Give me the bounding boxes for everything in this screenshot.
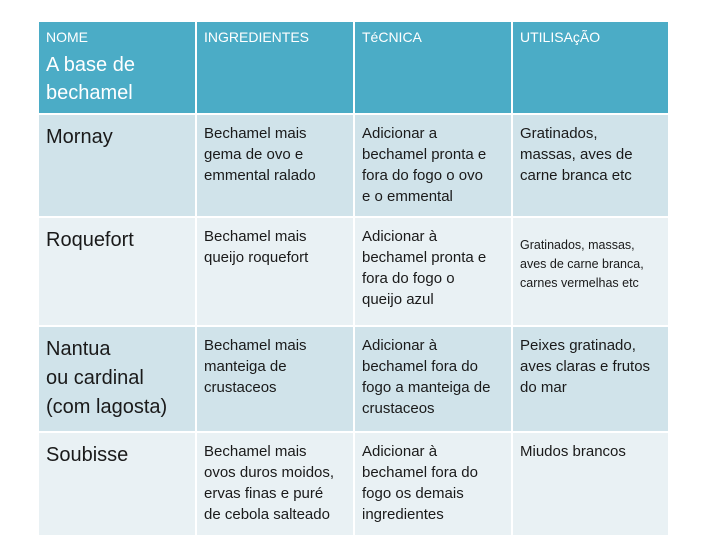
row-name-cell xyxy=(39,327,195,431)
row-name-cell xyxy=(39,433,195,535)
header-cell-tecnica xyxy=(355,22,511,113)
row-utilisacao-cell xyxy=(513,115,668,216)
header-row xyxy=(39,22,668,113)
header-cell-nome xyxy=(39,22,195,113)
row-ingredientes-cell xyxy=(197,433,353,535)
sauce-ingredientes: Bechamel mais manteiga de crustaceos xyxy=(204,337,307,396)
header-utilisacao: UTILISAçÃO xyxy=(520,29,601,45)
row-tecnica-cell xyxy=(355,327,511,431)
sauce-name: Roquefort xyxy=(46,229,134,251)
row-utilisacao-cell xyxy=(513,327,668,431)
sauce-tecnica: Adicionar à bechamel fora do fogo a manteiga de crustaceos xyxy=(362,337,491,417)
row-utilisacao-cell xyxy=(513,433,668,535)
row-name-cell xyxy=(39,115,195,216)
sauce-tecnica: Adicionar à bechamel fora do fogo os demais ingredientes xyxy=(362,443,478,523)
sauce-utilisacao: Gratinados, massas, aves de carne branca, carnes vermelhas etc xyxy=(520,238,644,290)
sauce-ingredientes: Bechamel mais queijo roquefort xyxy=(204,228,309,266)
bechamel-sauces-table xyxy=(37,20,670,537)
row-ingredientes-cell xyxy=(197,115,353,216)
header-tecnica: TéCNICA xyxy=(362,29,422,45)
sauce-ingredientes: Bechamel mais ovos duros moidos, ervas finas e puré de cebola salteado xyxy=(204,443,335,523)
row-ingredientes-cell xyxy=(197,327,353,431)
header-nome: NOME xyxy=(46,29,88,45)
sauce-tecnica: Adicionar à bechamel pronta e fora do fogo o queijo azul xyxy=(362,228,487,308)
sauce-name: Soubisse xyxy=(46,444,129,466)
row-ingredientes-cell xyxy=(197,218,353,325)
row-name-cell xyxy=(39,218,195,325)
sauce-name: Mornay xyxy=(46,126,113,148)
sauce-utilisacao: Miudos brancos xyxy=(520,443,626,460)
row-tecnica-cell xyxy=(355,433,511,535)
sauce-utilisacao: Peixes gratinado, aves claras e frutos do mar xyxy=(520,337,651,396)
row-utilisacao-cell xyxy=(513,218,668,325)
sauce-tecnica: Adicionar a bechamel pronta e fora do fogo o ovo e o emmental xyxy=(362,125,487,205)
sauce-ingredientes: Bechamel mais gema de ovo e emmental ralado xyxy=(204,125,316,184)
sauce-name: Nantua ou cardinal (com lagosta) xyxy=(46,338,168,418)
table-row xyxy=(39,115,668,216)
sauce-utilisacao: Gratinados, massas, aves de carne branca etc xyxy=(520,125,633,184)
header-ingredientes: INGREDIENTES xyxy=(204,29,310,45)
header-subtitle: A base de bechamel xyxy=(46,54,135,104)
row-tecnica-cell xyxy=(355,115,511,216)
header-cell-ingredientes xyxy=(197,22,353,113)
table-row xyxy=(39,433,668,535)
header-cell-utilisacao xyxy=(513,22,668,113)
table-row xyxy=(39,327,668,431)
row-tecnica-cell xyxy=(355,218,511,325)
table-row xyxy=(39,218,668,325)
